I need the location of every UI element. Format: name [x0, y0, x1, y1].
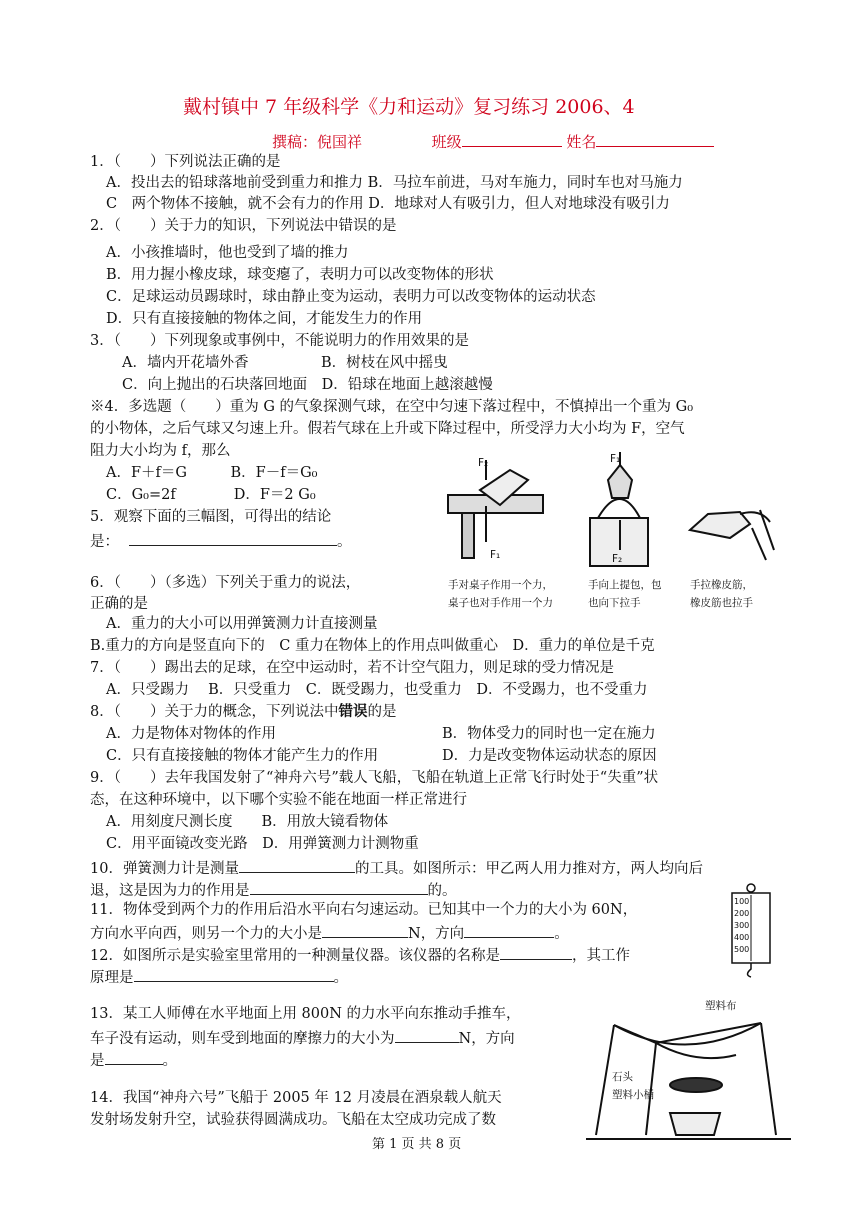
q2-option-a: A．小孩推墙时，他也受到了墙的推力 — [106, 245, 349, 261]
class-blank[interactable] — [462, 130, 562, 147]
q6-stem: 6．（ ）（多选）下列关于重力的说法， — [90, 575, 361, 591]
q1-stem: 1．（ ）下列说法正确的是 — [90, 154, 281, 170]
force-label-f1: F₁ — [490, 549, 501, 561]
label-stone: 石头 — [612, 1071, 633, 1083]
hand-on-table-figure — [448, 460, 543, 558]
q13-blank-2[interactable] — [105, 1048, 163, 1065]
q13-blank-1[interactable] — [395, 1026, 459, 1043]
q6-options-bcd: B.重力的方向是竖直向下的 C 重力在物体上的作用点叫做重心 D．重力的单位是千克 — [90, 638, 655, 654]
q2-option-b: B．用力握小橡皮球，球变瘪了，表明力可以改变物体的形状 — [106, 267, 494, 283]
q1-options-ab: A．投出去的铅球落地前受到重力和推力 B．马拉车前进，马对车施力，同时车也对马施力 — [106, 175, 683, 191]
q8-option-b: B．物体受力的同时也一定在施力 — [442, 726, 656, 742]
q12-line-2: 原理是 。 — [90, 965, 348, 988]
q10-blank-1[interactable] — [239, 856, 355, 873]
class-label: 班级 — [431, 133, 462, 151]
q13-line-2: 车子没有运动，则车受到地面的摩擦力的大小为 N，方向 — [90, 1026, 515, 1049]
q4-options-ab: A．F＋f＝G B．F－f＝G₀ — [106, 465, 318, 481]
q5-blank[interactable] — [129, 529, 337, 546]
label-plastic-cup: 塑料小桶 — [612, 1089, 654, 1101]
plastic-cloth-figure — [586, 995, 791, 1143]
scale-tick-500: 500 — [734, 945, 750, 954]
caption-2a: 手向上提包，包 — [588, 579, 662, 591]
hand-pulling-band-figure — [690, 510, 774, 560]
force-label-f2: F₂ — [478, 457, 489, 469]
q8-emphasis: 错误 — [338, 703, 368, 720]
q14-line-1: 14．我国“神舟六号”飞船于 2005 年 12 月凌晨在酒泉载人航天 — [90, 1090, 502, 1106]
q5-answer-line: 是： 。 — [90, 529, 352, 552]
q8-stem: 8．（ ）关于力的概念，下列说法中错误的是 — [90, 703, 397, 720]
q1-options-cd: C 两个物体不接触，就不会有力的作用 D．地球对人有吸引力，但人对地球没有吸引力 — [106, 196, 670, 212]
scale-tick-100: 100 — [734, 897, 750, 906]
caption-3b: 橡皮筋也拉手 — [690, 597, 753, 609]
q8-option-c: C．只有直接接触的物体才能产生力的作用 — [106, 748, 379, 764]
q5-stem: 5．观察下面的三幅图，可得出的结论 — [90, 509, 332, 525]
q4-stem-1: ※4．多选题（ ）重为 G 的气象探测气球，在空中匀速下落过程中，不慎掉出一个重为 G₀ — [90, 399, 694, 415]
caption-2b: 也向下拉手 — [588, 597, 641, 609]
q11-blank-1[interactable] — [322, 921, 408, 938]
caption-1b: 桌子也对手作用一个力 — [448, 597, 553, 609]
q3-options-ab: A．墙内开花墙外香 B．树枝在风中摇曳 — [122, 355, 448, 371]
q7-stem: 7．（ ）踢出去的足球，在空中运动时，若不计空气阻力，则足球的受力情况是 — [90, 660, 614, 676]
q11-line-1: 11．物体受到两个力的作用后沿水平向右匀速运动。已知其中一个力的大小为 60N， — [90, 902, 638, 918]
page-footer: 第 1 页 共 8 页 — [372, 1137, 462, 1152]
q12-blank-2[interactable] — [134, 965, 334, 982]
q11-blank-2[interactable] — [464, 921, 554, 938]
q10-blank-2[interactable] — [250, 878, 428, 895]
q4-options-cd: C．G₀=2f D．F＝2 G₀ — [106, 487, 316, 503]
q2-option-d: D．只有直接接触的物体之间，才能发生力的作用 — [106, 311, 423, 327]
force-label-f1-bag: F₁ — [610, 453, 621, 465]
name-blank[interactable] — [596, 130, 714, 147]
q10-line-1: 10．弹簧测力计是测量 的工具。如图所示：甲乙两人用力推对方，两人均向后 — [90, 856, 703, 879]
q9-options-ab: A．用刻度尺测长度 B．用放大镜看物体 — [106, 814, 389, 830]
q9-stem-2: 态，在这种环境中，以下哪个实验不能在地面一样正常进行 — [90, 792, 467, 808]
q9-options-cd: C．用平面镜改变光路 D．用弹簧测力计测物重 — [106, 836, 419, 852]
page-title: 戴村镇中 7 年级科学《力和运动》复习练习 2006、4 — [183, 96, 635, 118]
force-label-f2-bag: F₂ — [612, 553, 623, 565]
caption-3a: 手拉橡皮筋， — [690, 579, 753, 591]
scale-tick-400: 400 — [734, 933, 750, 942]
hand-lifting-bag-figure — [590, 452, 648, 566]
label-plastic-cloth: 塑料布 — [705, 1000, 737, 1012]
author-line — [272, 130, 714, 152]
q2-option-c: C．足球运动员踢球时，球由静止变为运动，表明力可以改变物体的运动状态 — [106, 289, 596, 305]
q3-stem: 3．（ ）下列现象或事例中，不能说明力的作用效果的是 — [90, 333, 469, 349]
q6-stem-2: 正确的是 — [90, 596, 148, 612]
author: 撰稿：倪国祥 — [272, 133, 363, 151]
q14-line-2: 发射场发射升空，试验获得圆满成功。飞船在太空成功完成了数 — [90, 1112, 496, 1128]
scale-tick-200: 200 — [734, 909, 750, 918]
q2-stem: 2．（ ）关于力的知识，下列说法中错误的是 — [90, 218, 397, 234]
q9-stem: 9．（ ）去年我国发射了“神舟六号”载人飞船，飞船在轨道上正常飞行时处于“失重”状 — [90, 770, 659, 786]
q12-line-1: 12．如图所示是实验室里常用的一种测量仪器。该仪器的名称是 ，其工作 — [90, 943, 630, 966]
q10-line-2: 退，这是因为力的作用是 的。 — [90, 878, 457, 901]
scale-tick-300: 300 — [734, 921, 750, 930]
q12-blank-1[interactable] — [500, 943, 572, 960]
q4-stem-2: 的小物体，之后气球又匀速上升。假若气球在上升或下降过程中，所受浮力大小均为 F，空气 — [90, 421, 685, 437]
q7-options: A．只受踢力 B．只受重力 C．既受踢力，也受重力 D．不受踢力，也不受重力 — [106, 682, 648, 698]
q13-line-1: 13．某工人师傅在水平地面上用 800N 的力水平向东推动手推车， — [90, 1006, 521, 1022]
q13-line-3: 是 。 — [90, 1048, 177, 1071]
q6-option-a: A．重力的大小可以用弹簧测力计直接测量 — [106, 616, 378, 632]
q3-options-cd: C．向上抛出的石块落回地面 D．铅球在地面上越滚越慢 — [122, 377, 493, 393]
q8-option-a: A．力是物体对物体的作用 — [106, 726, 276, 742]
q4-stem-3: 阻力大小均为 f，那么 — [90, 443, 231, 459]
caption-1a: 手对桌子作用一个力， — [448, 579, 553, 591]
name-label: 姓名 — [566, 133, 597, 151]
q8-option-d: D．力是改变物体运动状态的原因 — [442, 748, 657, 764]
q11-line-2: 方向水平向西，则另一个力的大小是 N，方向 。 — [90, 921, 569, 944]
